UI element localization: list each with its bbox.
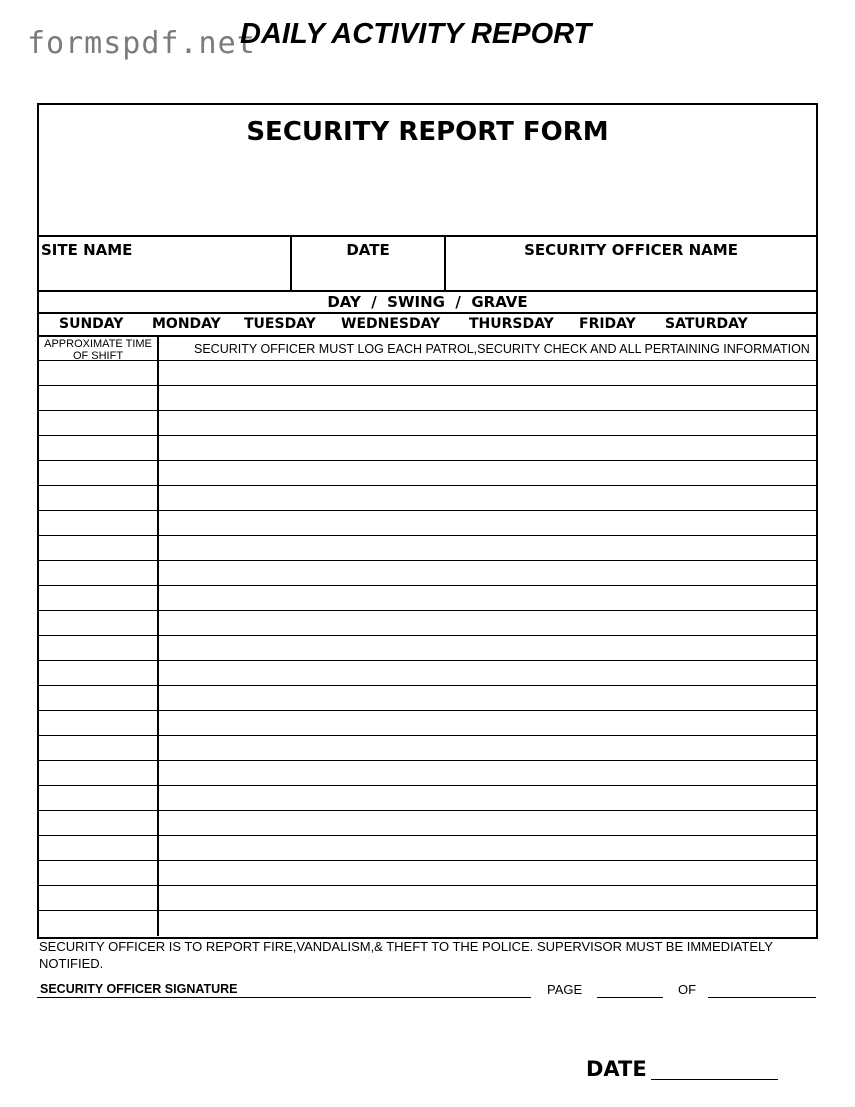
log-entry-cell[interactable] xyxy=(159,711,816,736)
log-entry-cell[interactable] xyxy=(159,761,816,786)
days-row xyxy=(39,312,816,335)
log-entry-cell[interactable] xyxy=(159,586,816,611)
log-entry-cell[interactable] xyxy=(159,861,816,886)
log-time-cell[interactable] xyxy=(39,836,159,861)
log-row xyxy=(39,610,816,635)
log-entry-cell[interactable] xyxy=(159,386,816,411)
day-tuesday[interactable]: TUESDAY xyxy=(244,316,316,332)
log-entry-cell[interactable] xyxy=(159,536,816,561)
log-time-cell[interactable] xyxy=(39,886,159,911)
log-row xyxy=(39,485,816,510)
log-time-cell[interactable] xyxy=(39,561,159,586)
log-entry-cell[interactable] xyxy=(159,511,816,536)
day-saturday[interactable]: SATURDAY xyxy=(665,316,748,332)
log-time-cell[interactable] xyxy=(39,536,159,561)
document-title: DAILY ACTIVITY REPORT xyxy=(240,18,592,50)
log-time-cell[interactable] xyxy=(39,661,159,686)
day-sunday[interactable]: SUNDAY xyxy=(59,316,124,332)
log-time-cell[interactable] xyxy=(39,786,159,811)
log-time-cell[interactable] xyxy=(39,911,159,936)
log-row xyxy=(39,435,816,460)
log-time-cell[interactable] xyxy=(39,486,159,511)
log-time-cell[interactable] xyxy=(39,636,159,661)
log-time-cell[interactable] xyxy=(39,686,159,711)
log-entry-cell[interactable] xyxy=(159,411,816,436)
log-entry-cell[interactable] xyxy=(159,461,816,486)
log-row xyxy=(39,585,816,610)
log-entry-cell[interactable] xyxy=(159,486,816,511)
log-row xyxy=(39,660,816,685)
day-wednesday[interactable]: WEDNESDAY xyxy=(341,316,441,332)
log-row xyxy=(39,860,816,885)
log-row xyxy=(39,385,816,410)
log-entry-cell[interactable] xyxy=(159,436,816,461)
log-row xyxy=(39,835,816,860)
info-row xyxy=(39,235,816,292)
page-total-field[interactable] xyxy=(708,997,816,998)
log-row xyxy=(39,685,816,710)
log-time-cell[interactable] xyxy=(39,386,159,411)
log-time-cell[interactable] xyxy=(39,436,159,461)
log-instruction: SECURITY OFFICER MUST LOG EACH PATROL,SECURITY CHECK AND ALL PERTAINING INFORMATION xyxy=(194,342,810,356)
log-time-cell[interactable] xyxy=(39,586,159,611)
officer-name-label: SECURITY OFFICER NAME xyxy=(524,241,738,259)
page-number-field[interactable] xyxy=(597,997,663,998)
log-entry-cell[interactable] xyxy=(159,561,816,586)
watermark: formspdf.net xyxy=(27,26,256,61)
log-row xyxy=(39,910,816,935)
log-time-cell[interactable] xyxy=(39,861,159,886)
day-friday[interactable]: FRIDAY xyxy=(579,316,636,332)
security-report-form xyxy=(37,103,818,939)
date-field[interactable] xyxy=(292,237,446,292)
footer-date-label: DATE xyxy=(586,1057,647,1081)
log-header xyxy=(39,335,816,362)
log-time-cell[interactable] xyxy=(39,761,159,786)
log-time-cell[interactable] xyxy=(39,411,159,436)
log-time-cell[interactable] xyxy=(39,811,159,836)
log-time-cell[interactable] xyxy=(39,736,159,761)
log-row xyxy=(39,760,816,785)
log-entry-cell[interactable] xyxy=(159,636,816,661)
log-row xyxy=(39,810,816,835)
log-entry-cell[interactable] xyxy=(159,661,816,686)
site-name-label: SITE NAME xyxy=(41,241,133,259)
log-row xyxy=(39,560,816,585)
site-name-field[interactable] xyxy=(39,237,292,292)
log-time-cell[interactable] xyxy=(39,711,159,736)
log-row xyxy=(39,410,816,435)
of-label: OF xyxy=(678,982,697,997)
log-entry-cell[interactable] xyxy=(159,911,816,936)
log-time-cell[interactable] xyxy=(39,611,159,636)
log-row xyxy=(39,735,816,760)
log-time-cell[interactable] xyxy=(39,361,159,386)
page-label: PAGE xyxy=(547,982,583,997)
log-row xyxy=(39,710,816,735)
log-time-cell[interactable] xyxy=(39,461,159,486)
log-entry-cell[interactable] xyxy=(159,836,816,861)
log-entry-cell[interactable] xyxy=(159,736,816,761)
signature-line[interactable] xyxy=(37,997,531,998)
police-notice: SECURITY OFFICER IS TO REPORT FIRE,VANDALISM,& THEFT TO THE POLICE. SUPERVISOR MUST BE IMMEDIATELY NOTIFIED. xyxy=(39,939,773,971)
log-row xyxy=(39,885,816,910)
log-entry-cell[interactable] xyxy=(159,361,816,386)
day-thursday[interactable]: THURSDAY xyxy=(469,316,554,332)
officer-name-field[interactable] xyxy=(446,237,816,292)
log-time-header: APPROXIMATE TIME OF SHIFT xyxy=(39,337,159,362)
log-entry-cell[interactable] xyxy=(159,886,816,911)
log-rows xyxy=(39,360,816,937)
log-row xyxy=(39,535,816,560)
log-entry-cell[interactable] xyxy=(159,786,816,811)
day-monday[interactable]: MONDAY xyxy=(152,316,221,332)
form-heading: SECURITY REPORT FORM xyxy=(246,117,609,147)
log-row xyxy=(39,460,816,485)
log-row xyxy=(39,635,816,660)
log-row xyxy=(39,360,816,385)
signature-label: SECURITY OFFICER SIGNATURE xyxy=(40,982,238,996)
footer-date-field[interactable] xyxy=(651,1079,778,1080)
log-row xyxy=(39,510,816,535)
log-entry-cell[interactable] xyxy=(159,611,816,636)
shift-options[interactable]: DAY / SWING / GRAVE xyxy=(39,290,816,312)
log-time-cell[interactable] xyxy=(39,511,159,536)
log-entry-cell[interactable] xyxy=(159,811,816,836)
log-entry-cell[interactable] xyxy=(159,686,816,711)
log-row xyxy=(39,785,816,810)
date-label: DATE xyxy=(346,241,390,259)
